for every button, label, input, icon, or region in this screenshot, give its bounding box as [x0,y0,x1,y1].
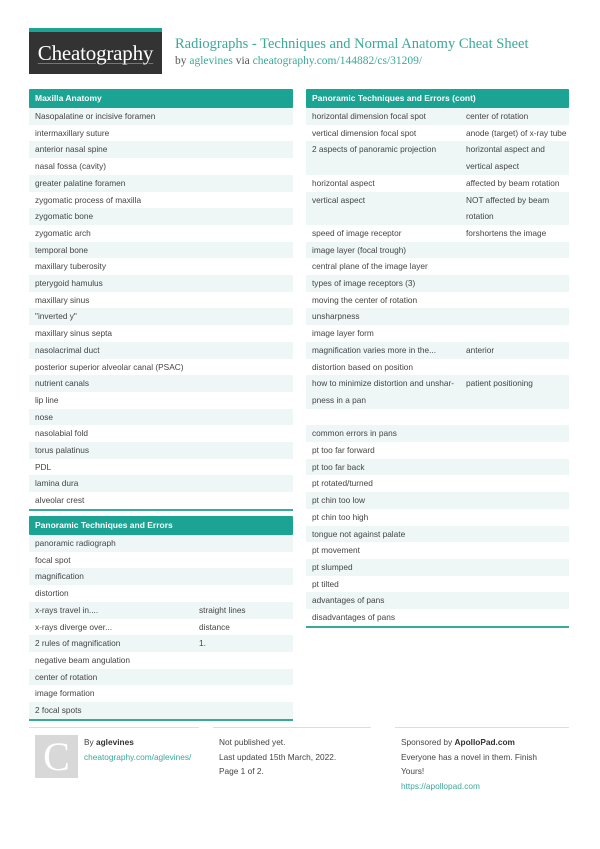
section-header: Panoramic Techniques and Errors [29,516,293,535]
term-cell: lip line [35,394,59,405]
definition-cell [460,492,569,509]
term-cell: 2 rules of magnification [35,638,121,649]
table-row [29,669,293,686]
term-cell: pt chin too low [312,495,366,506]
page-title: Radiographs - Techniques and Normal Anatomy Cheat Sheet [175,36,529,52]
term-cell: maxillary tuberosity [35,261,107,272]
table-row [29,459,293,476]
term-cell: vertical aspect [312,194,366,205]
term-cell: unsharpness [312,311,360,322]
table-row [306,609,569,626]
definition-cell: patient positioning [466,378,533,389]
table-row [306,576,569,593]
term-cell: pterygoid hamulus [35,278,103,289]
via-text: via [232,55,253,67]
definition-cell [193,585,293,602]
table-row [306,292,569,309]
section-maxilla-anatomy [29,89,293,511]
definition-cell [460,526,569,543]
table-row [29,685,293,702]
section-panoramic-techniques-cont [306,89,569,628]
table-row [29,409,293,426]
term-cell: alveolar crest [35,495,85,506]
term-cell: pt too far forward [312,445,375,456]
table-row [29,442,293,459]
definition-cell [460,292,569,309]
term-cell: zygomatic bone [35,211,94,222]
table-row [29,141,293,158]
table-row [306,542,569,559]
definition-cell [460,325,569,342]
term-cell: horizontal dimension focal spot [312,111,426,121]
table-row [306,275,569,292]
term-cell: horizontal aspect [312,177,375,188]
definition-cell [460,475,569,492]
term-cell: "inverted y" [35,311,77,322]
term-cell: center of rotation [35,671,98,682]
page-number: Page 1 of 2. [219,766,264,776]
table-row [29,292,293,309]
table-row [29,652,293,669]
table-row [306,258,569,275]
term-cell: magnification [35,571,84,582]
definition-cell [460,359,569,376]
term-cell: lamina dura [35,478,79,489]
term-cell: image layer (focal trough) [312,244,407,255]
definition-cell: anterior [466,344,495,355]
by-prefix: By [84,737,96,747]
table-row [29,702,293,719]
sheet-url-link[interactable]: cheatography.com/144882/cs/31209/ [252,55,423,67]
logo-text: Cheatography [37,40,154,65]
term-cell: temporal bone [35,244,89,255]
table-row [29,308,293,325]
definition-cell: horizontal aspect and vertical aspect [466,144,545,172]
term-cell: anterior nasal spine [35,144,108,155]
term-cell: central plane of the image layer [312,261,428,272]
author-name[interactable]: aglevines [96,737,134,747]
term-cell: distortion based on position [312,361,414,372]
table-row [306,175,569,192]
table-row [306,492,569,509]
pano-rows [29,535,293,719]
definition-cell: distance [199,621,230,632]
table-row [306,409,569,426]
byline [175,55,529,67]
term-cell: panoramic radiograph [35,538,116,548]
term-cell: tongue not against palate [312,528,406,539]
term-cell: 2 aspects of panoramic projection [312,144,437,155]
term-cell: pt tilted [312,578,339,589]
title-block [175,36,529,67]
table-row [29,375,293,392]
definition-cell [193,535,293,552]
table-row [306,459,569,476]
term-cell: pt movement [312,545,360,556]
definition-cell [193,702,293,719]
section-header: Maxilla Anatomy [29,89,293,108]
term-cell: speed of image receptor [312,227,402,238]
term-cell: how to minimize distortion and unshar-pness in a pan [312,378,455,405]
table-row [29,568,293,585]
last-updated: Last updated 15th March, 2022. [219,751,337,762]
definition-cell [460,459,569,476]
table-row [29,208,293,225]
table-row [29,342,293,359]
table-row [306,592,569,609]
definition-cell [460,542,569,559]
table-row [29,242,293,259]
term-cell: magnification varies more in the... [312,344,437,355]
definition-cell [193,568,293,585]
term-cell: maxillary sinus [35,294,90,305]
definition-cell: affected by beam rotation [466,177,560,188]
term-cell [306,409,460,426]
table-row [29,359,293,376]
table-row [29,192,293,209]
table-row [29,108,293,125]
definition-cell: forshortens the image [466,227,547,238]
table-row [306,375,569,408]
table-row [306,192,569,225]
table-row [306,509,569,526]
table-row [306,108,569,125]
term-cell: pt chin too high [312,511,369,522]
table-row [29,602,293,619]
author-link[interactable]: aglevines [189,55,233,67]
term-cell: 2 focal spots [35,705,82,716]
definition-cell [460,442,569,459]
avatar: C [35,735,78,778]
definition-cell [193,552,293,569]
term-cell: x-rays diverge over... [35,621,113,632]
definition-cell [460,242,569,259]
table-row [306,342,569,359]
footer-author [84,735,191,764]
sponsor-text: Everyone has a novel in them. Finish Yours! [401,751,538,776]
term-cell: nutrient canals [35,378,89,389]
term-cell: torus palatinus [35,445,89,456]
maxilla-rows [29,108,293,509]
published-status: Not published yet. [219,737,286,747]
term-cell: image layer form [312,328,374,339]
table-row [29,225,293,242]
term-cell: maxillary sinus septa [35,328,113,339]
sponsor-name[interactable]: ApolloPad.com [454,737,515,747]
term-cell: PDL [35,461,52,472]
definition-cell [460,258,569,275]
term-cell: negative beam angulation [35,654,131,665]
table-row [306,425,569,442]
definition-cell: center of rotation [466,111,529,121]
term-cell: nasal fossa (cavity) [35,161,107,172]
term-cell: pt slumped [312,561,353,572]
table-row [306,526,569,543]
table-row [306,242,569,259]
table-row [29,392,293,409]
sponsor-prefix: Sponsored by [401,737,455,747]
table-row [306,325,569,342]
term-cell: zygomatic arch [35,227,91,238]
table-row [29,175,293,192]
table-row [306,359,569,376]
table-row [306,442,569,459]
term-cell: posterior superior alveolar canal (PSAC) [35,361,184,372]
table-row [29,158,293,175]
term-cell: intermaxillary suture [35,127,110,138]
term-cell: image formation [35,688,95,699]
author-profile-link[interactable]: cheatography.com/aglevines/ [84,751,192,762]
table-row [29,585,293,602]
footer-sponsor [401,735,551,793]
definition-cell [460,275,569,292]
term-cell: pt too far back [312,461,365,472]
definition-cell [460,425,569,442]
term-cell: common errors in pans [312,428,397,439]
table-row [29,535,293,552]
footer-meta [219,735,336,779]
definition-cell [460,576,569,593]
term-cell: nose [35,411,53,422]
term-cell: zygomatic process of maxilla [35,194,142,205]
term-cell: nasolacrimal duct [35,344,100,355]
term-cell: distortion [35,588,69,599]
definition-cell: straight lines [199,604,246,615]
definition-cell: NOT affected by beam rotation [466,194,550,222]
section-header: Panoramic Techniques and Errors (cont) [306,89,569,108]
table-row [29,492,293,509]
definition-cell [193,652,293,669]
term-cell: types of image receptors (3) [312,278,416,289]
table-row [29,552,293,569]
term-cell: vertical dimension focal spot [312,127,417,138]
term-cell: pt rotated/turned [312,478,373,489]
term-cell: disadvantages of pans [312,612,396,623]
table-row [306,225,569,242]
table-row [29,475,293,492]
term-cell: greater palatine foramen [35,177,126,188]
table-row [29,635,293,652]
table-row [306,141,569,174]
term-cell: nasolabial fold [35,428,89,439]
definition-cell [460,308,569,325]
definition-cell [193,669,293,686]
term-cell: moving the center of rotation [312,294,418,305]
table-row [29,619,293,636]
divider [213,727,371,728]
divider [395,727,569,728]
term-cell: focal spot [35,554,71,565]
table-row [306,475,569,492]
pano-cont-rows [306,108,569,626]
table-row [29,425,293,442]
section-panoramic-techniques [29,516,293,721]
by-prefix: by [175,55,190,67]
term-cell: Nasopalatine or incisive foramen [35,111,156,121]
definition-cell [460,559,569,576]
table-row [29,275,293,292]
definition-cell: anode (target) of x-ray tube [466,127,567,138]
definition-cell [460,609,569,626]
term-cell: advantages of pans [312,595,385,606]
definition-cell [460,592,569,609]
definition-cell [460,409,569,426]
table-row [306,559,569,576]
term-cell: x-rays travel in.... [35,604,99,615]
table-row [306,308,569,325]
cheatography-logo[interactable] [29,28,162,74]
definition-cell [193,685,293,702]
divider [29,727,199,728]
sponsor-link[interactable]: https://apollopad.com [401,780,480,791]
table-row [29,125,293,142]
table-row [29,258,293,275]
table-row [306,125,569,142]
definition-cell [460,509,569,526]
table-row [29,325,293,342]
definition-cell: 1. [199,638,206,649]
